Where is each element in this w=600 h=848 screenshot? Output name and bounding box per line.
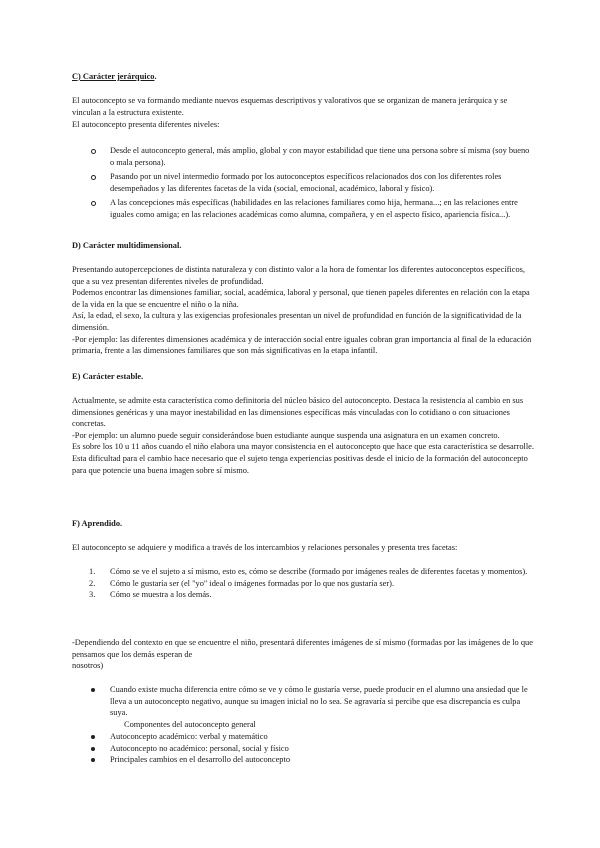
list-item: Autoconcepto académico: verbal y matemático [72, 731, 534, 743]
list-item [72, 578, 534, 590]
paragraph: Podemos encontrar las dimensiones familiar, social, académica, laboral y personal, que tienen papeles diferentes en relación con la etapa de la vida en la que se encuentre el niño o la niña. [72, 288, 530, 309]
list-item: Desde el autoconcepto general, más amplio, global y con mayor estabilidad que tiene una persona sobre sí misma (soy bueno o mala persona). [72, 145, 534, 168]
section-d-body [72, 264, 534, 357]
section-c-title: C) Carácter jerárquico. [72, 72, 157, 81]
list-number: 3. [89, 590, 96, 600]
paragraph: -Por ejemplo: un alumno puede seguir considerándose buen estudiante aunque suspenda una asignatura en un examen concreto. [72, 430, 500, 440]
list-item: Autoconcepto no académico: personal, social y físico [72, 743, 534, 755]
section-f-bullets [72, 684, 534, 719]
section-f-facets-list [72, 566, 534, 601]
list-text: Cómo se ve el sujeto a sí mismo, esto es, cómo se describe (formado por imágenes reales de diferentes facetas y momentos). [110, 567, 528, 576]
paragraph: Así, la edad, el sexo, la cultura y las exigencias profesionales presentan un nivel de profundidad en función de la significatividad de la dimensión. [72, 311, 522, 332]
list-item: Cuando existe mucha diferencia entre cómo se ve y cómo le gustaría verse, puede producir en el alumno una ansiedad que le lleva a un autoconcepto negativo, aunque su imagen inicial no lo sea. Se agravaría si percibe que esa discrepancia es culpa suya. [72, 684, 534, 719]
section-f-title: F) Aprendido. [72, 519, 123, 528]
section-d-title: D) Carácter multidimensional. [72, 241, 182, 250]
list-item: Pasando por un nivel intermedio formado por los autoconceptos específicos relacionados dos con los diferentes roles desempeñados y las diferentes facetas de la vida (social, emocional, académico, laboral y físico). [72, 171, 534, 194]
list-text: Cómo le gustaría ser (el "yo" ideal o imágenes formadas por lo que nos gustaría ser). [110, 578, 395, 588]
list-number: 1. [89, 567, 96, 576]
list-text: Cómo se muestra a los demás. [110, 590, 212, 600]
section-e-title: E) Carácter estable. [72, 372, 144, 381]
paragraph: -Por ejemplo: las diferentes dimensiones académica y de interacción social entre iguales cobran gran importancia al final de la educación primaria, frente a las dimensiones familiares que son más significativas en la etapa infantil. [72, 334, 532, 356]
list-item [72, 589, 534, 601]
paragraph: Esta dificultad para el cambio hace necesario que el sujeto tenga experiencias positivas desde el inicio de la formación del autoconcepto para que potencie una buena imagen sobre sí mismo. [72, 453, 528, 475]
list-item [72, 566, 534, 578]
list-item: A las concepciones más específicas (habilidades en las relaciones familiares como hija, hermana...; en las relaciones entre iguales como amiga; en las relaciones académicas como alumna, compañera, y en el aspecto físico, apariencia física...). [72, 197, 534, 220]
components-list [72, 731, 534, 766]
section-c-para: El autoconcepto se va formando mediante nuevos esquemas descriptivos y valorativos que se organizan de manera jerárquica y se vinculan a la estructura existente. [72, 96, 508, 117]
section-f-para: El autoconcepto se adquiere y modifica a través de los intercambios y relaciones personales y presenta tres facetas: [72, 543, 458, 552]
paragraph: Es sobre los 10 u 11 años cuando el niño elabora una mayor consistencia en el autoconcepto que hace que esta característica se desarrolle. [72, 442, 534, 452]
components-subheading: Componentes del autoconcepto general [124, 720, 256, 729]
section-e-body [72, 395, 534, 476]
list-item: Principales cambios en el desarrollo del autoconcepto [72, 754, 534, 766]
paragraph: Presentando autopercepciones de distinta naturaleza y con distinto valor a la hora de fomentar los diferentes autoconceptos específicos, que a su vez presentan diferentes niveles de profundidad. [72, 265, 526, 286]
section-c-para2: El autoconcepto presenta diferentes niveles: [72, 120, 220, 129]
list-number: 2. [89, 578, 96, 588]
paragraph: Actualmente, se admite esta característica como definitoria del núcleo básico del autoconcepto. Destaca la resistencia al cambio en sus dimensiones genéricas y una mayor inestabilidad en las dimensiones específicas más vinculadas con lo cotidiano o con situaciones concretas. [72, 396, 524, 429]
section-f-context-para-end: nosotros) [72, 661, 104, 670]
section-f-context-para: -Dependiendo del contexto en que se encuentre el niño, presentará diferentes imágenes de sí mismo (formadas por las imágenes de lo que pensamos que los demás esperan de [72, 638, 533, 659]
section-c-levels-list [72, 145, 534, 221]
